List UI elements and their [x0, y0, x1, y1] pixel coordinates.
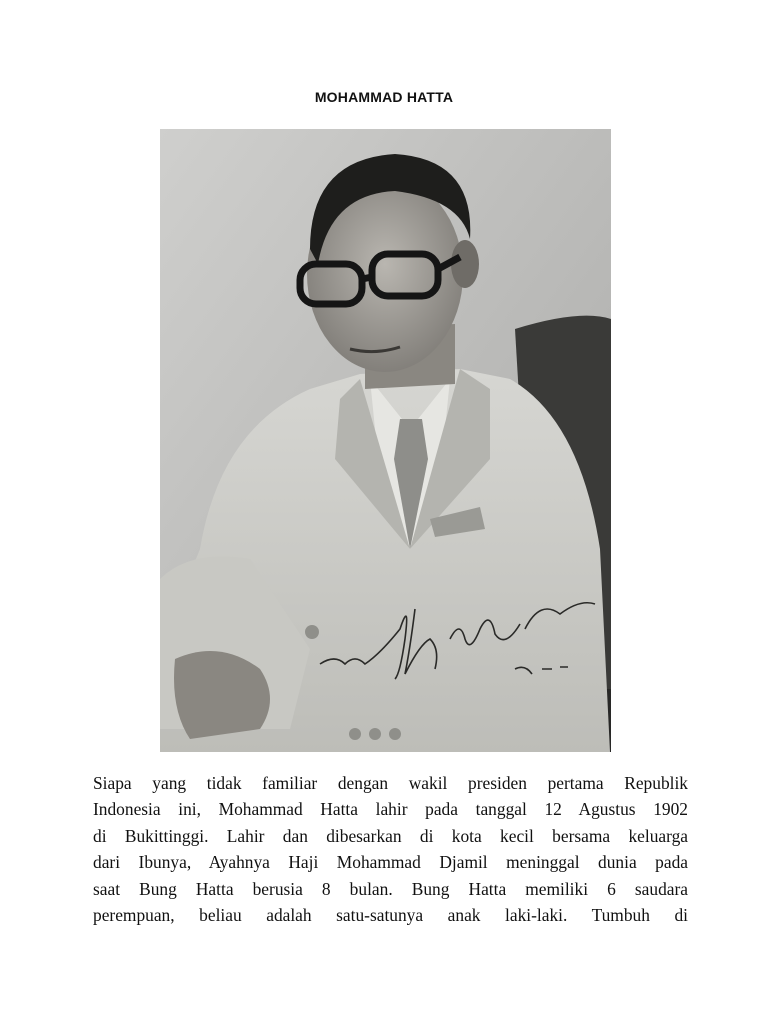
paragraph-line: di Bukittinggi. Lahir dan dibesarkan di kota kecil bersama keluarga: [93, 825, 688, 846]
paragraph-line: perempuan, beliau adalah satu-satunya anak laki-laki. Tumbuh di: [93, 905, 688, 926]
page-title: MOHAMMAD HATTA: [314, 89, 454, 105]
paragraph-line: dari Ibunya, Ayahnya Haji Mohammad Djamil meninggal dunia pada: [93, 852, 688, 873]
paragraph-line: Siapa yang tidak familiar dengan wakil presiden pertama Republik: [93, 773, 688, 793]
portrait-illustration: [160, 129, 611, 752]
paragraph-line: Indonesia ini, Mohammad Hatta lahir pada tanggal 12 Agustus 1902: [93, 799, 688, 820]
body-paragraph: [93, 770, 688, 928]
portrait-photo: [160, 129, 611, 752]
paragraph-line: saat Bung Hatta berusia 8 bulan. Bung Hatta memiliki 6 saudara: [93, 878, 688, 899]
